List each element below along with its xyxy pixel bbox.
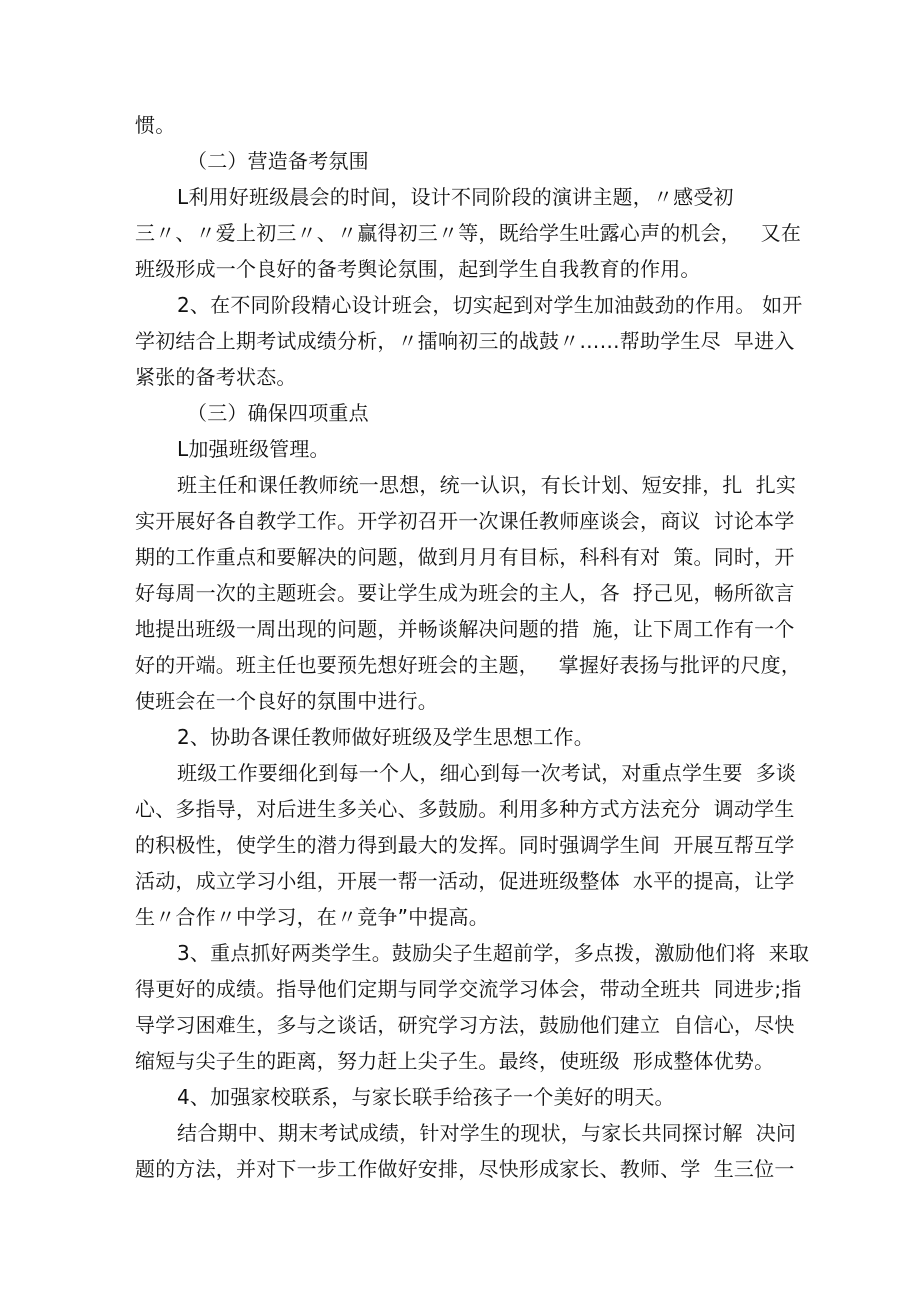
text-line: L利用好班级晨会的时间，设计不同阶段的演讲主题，〃感受初 (177, 185, 734, 209)
text-line: 3、重点抓好两类学生。鼓励尖子生超前学，多点拨，激励他们将 来取 (177, 941, 810, 965)
subheading: 2、协助各课任教师做好班级及学生思想工作。 (177, 725, 594, 749)
text-line: 生〃合作〃中学习，在〃竞争”中提高。 (135, 905, 489, 929)
text-line: 好的开端。班主任也要预先想好班会的主题， 掌握好表扬与批评的尺度， (135, 653, 802, 677)
text-line: 班主任和课任教师统一思想，统一认识，有长计划、短安排，扎 扎实 (177, 473, 797, 497)
text-line: 缩短与尖子生的距离，努力赶上尖子生。最终，使班级 形成整体优势。 (135, 1049, 775, 1073)
text-line: 惯。 (135, 113, 176, 137)
text-line: 心、多指导，对后进生多关心、多鼓励。利用多种方式方法充分 调动学生 (135, 797, 795, 821)
document-body (135, 107, 810, 1187)
text-line: 的积极性，使学生的潜力得到最大的发挥。同时强调学生间 开展互帮互学 (135, 833, 795, 857)
text-line: 2、在不同阶段精心设计班会，切实起到对学生加油鼓劲的作用。 如开 (177, 293, 803, 317)
text-line: 地提出班级一周出现的问题，并畅谈解决问题的措 施，让下周工作有一个 (135, 617, 795, 641)
text-line: 结合期中、期末考试成绩，针对学生的现状，与家长共同探讨解 决问 (177, 1121, 797, 1145)
text-line: 期的工作重点和要解决的问题，做到月月有目标，科科有对 策。同时，开 (135, 545, 795, 569)
text-line: 使班会在一个良好的氛围中进行。 (135, 689, 438, 713)
text-line: 活动，成立学习小组，开展一帮一活动，促进班级整体 水平的提高，让学 (135, 869, 795, 893)
text-line: 实开展好各自教学工作。开学初召开一次课任教师座谈会，商议 讨论本学 (135, 509, 795, 533)
text-line: 得更好的成绩。指导他们定期与同学交流学习体会，带动全班共 同进步;指 (135, 977, 802, 1001)
text-line: 班级工作要细化到每一个人，细心到每一次考试，对重点学生要 多谈 (177, 761, 797, 785)
section-heading-atmosphere: （二）营造备考氛围 (187, 149, 369, 173)
text-line: 班级形成一个良好的备考舆论氛围，起到学生自我教育的作用。 (135, 257, 701, 281)
text-line: 三〃、〃爱上初三〃、〃赢得初三〃等，既给学生吐露心声的机会， 又在 (135, 221, 802, 245)
subheading: L加强班级管理。 (177, 437, 330, 461)
text-line: 导学习困难生，多与之谈话，研究学习方法，鼓励他们建立 自信心，尽快 (135, 1013, 795, 1037)
text-line: 紧张的备考状态。 (135, 365, 297, 389)
section-heading-priorities: （三）确保四项重点 (187, 401, 369, 425)
text-line: 题的方法，并对下一步工作做好安排，尽快形成家长、教师、学 生三位一 (135, 1157, 795, 1181)
text-line: 学初结合上期考试成绩分析，〃擂响初三的战鼓〃……帮助学生尽 早进入 (135, 329, 795, 353)
subheading: 4、加强家校联系，与家长联手给孩子一个美好的明天。 (177, 1085, 675, 1109)
text-line: 好每周一次的主题班会。要让学生成为班会的主人，各 抒己见，畅所欲言 (135, 581, 795, 605)
